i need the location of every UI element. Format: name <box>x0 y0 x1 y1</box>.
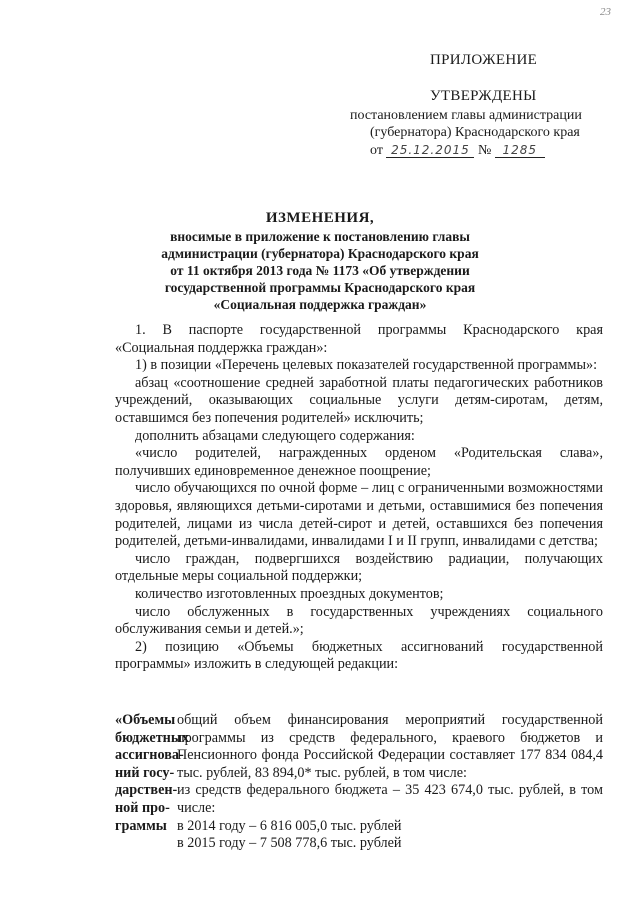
title-line: государственной программы Краснодарского края <box>164 280 476 295</box>
body-paragraph: число граждан, подвергшихся воздействию радиации, получающих отдельные меры социальной поддержки; <box>115 550 603 585</box>
body-paragraph: абзац «соотношение средней заработной платы педагогических работников учреждений, оказывающих социальные услуги детям-сиротам, детям, оставшимся без попечения родителей» исключить; <box>115 374 603 426</box>
resolution-line-2: (губернатора) Краснодарского края <box>370 125 580 140</box>
appendix-label: ПРИЛОЖЕНИЕ <box>430 52 538 68</box>
title-line: вносимые в приложение к постановлению главы <box>170 229 470 244</box>
body-paragraph: дополнить абзацами следующего содержания: <box>135 427 415 444</box>
label-line: дарствен- <box>115 782 178 799</box>
handwritten-date: 25.12.2015 <box>386 143 474 158</box>
title-main: ИЗМЕНЕНИЯ, <box>265 210 375 226</box>
resolution-date-line <box>370 143 545 159</box>
value-line: общий объем финансирования мероприятий государственной программы из средств федерального, краевого бюджетов и Пенсионного фонда Российской Федерации составляет 177 834 084,4 тыс. рублей, 83 894,0* тыс. рублей, в том числе: <box>177 712 603 781</box>
page-number: 23 <box>600 6 611 18</box>
label-line: ний госу- <box>115 764 175 781</box>
handwritten-number: 1285 <box>495 143 545 158</box>
body-paragraph: 1. В паспорте государственной программы Краснодарского края «Социальная поддержка граждан»: <box>115 322 603 356</box>
number-prefix: № <box>477 143 492 158</box>
value-line: из средств федерального бюджета – 35 423 674,0 тыс. рублей, в том числе: <box>177 782 603 816</box>
body-paragraph: число обслуженных в государственных учреждениях социального обслуживания семьи и детей.»; <box>115 603 603 638</box>
title-line: от 11 октября 2013 года № 1173 «Об утверждении <box>170 263 470 278</box>
label-line: ной про- <box>115 799 170 816</box>
title-line: администрации (губернатора) Краснодарского края <box>161 246 479 261</box>
value-line: в 2014 году – 6 816 005,0 тыс. рублей <box>177 817 402 834</box>
body-paragraph: число обучающихся по очной форме – лиц с ограниченными возможностями здоровья, являющихся детьми-сиротами и детьми, оставшимися без попечения родителей, лицами из числа детей-сирот и детей, оставшихся без попечения родителей, детьми-инвалидами, инвалидами I и II групп, инвалидами с детства; <box>115 480 603 550</box>
body-paragraph: 1) в позиции «Перечень целевых показателей государственной программы»: <box>135 357 598 374</box>
approved-label: УТВЕРЖДЕНЫ <box>430 88 537 104</box>
label-line: граммы <box>115 817 167 834</box>
body-paragraph: 2) позицию «Объемы бюджетных ассигнований государственной программы» изложить в следующей редакции: <box>115 638 603 673</box>
table-label-column <box>115 712 190 835</box>
resolution-line-1: постановлением главы администрации <box>350 108 582 123</box>
document-body <box>115 322 603 674</box>
date-prefix: от <box>370 143 383 158</box>
body-paragraph: «число родителей, награжденных орденом «Родительская слава», получивших единовременное денежное поощрение; <box>115 445 603 479</box>
table-value-column <box>177 712 603 853</box>
label-line: ассигнова- <box>115 747 184 764</box>
body-paragraph: количество изготовленных проездных документов; <box>135 585 444 602</box>
label-line: «Объемы <box>115 712 176 728</box>
title-line: «Социальная поддержка граждан» <box>213 297 427 312</box>
value-line: в 2015 году – 7 508 778,6 тыс. рублей <box>177 835 402 852</box>
label-line: бюджетных <box>115 729 190 746</box>
document-title <box>110 210 530 313</box>
